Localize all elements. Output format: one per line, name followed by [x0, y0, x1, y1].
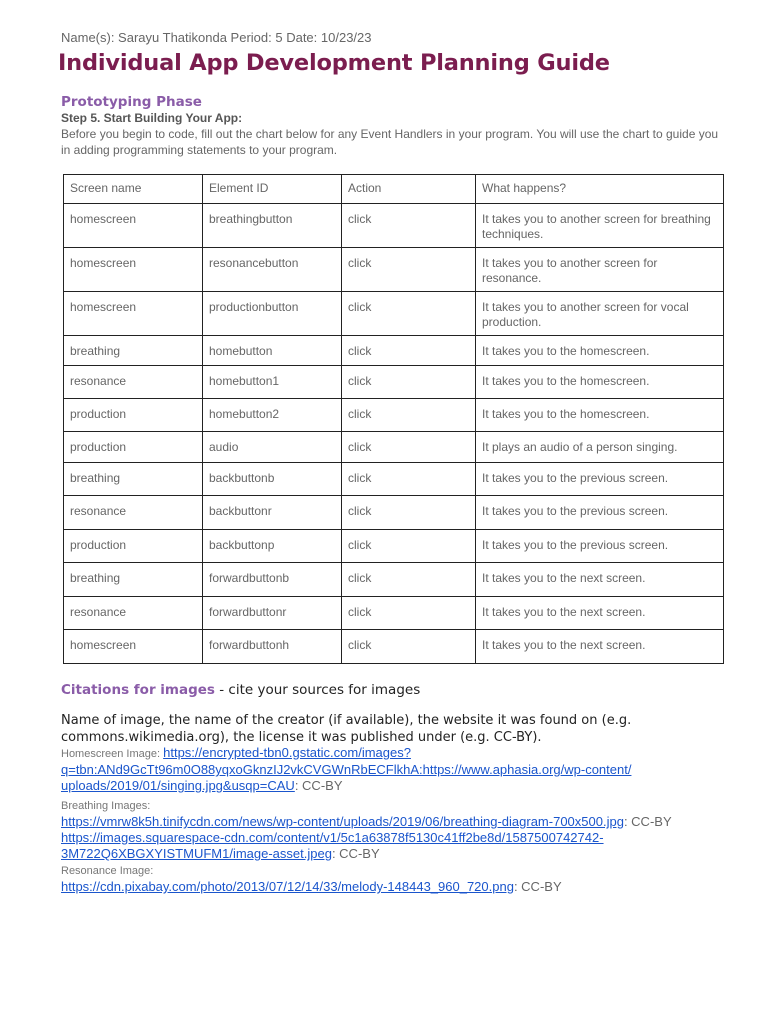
homescreen-link[interactable]: https://encrypted-tbn0.gstatic.com/images? q=tbn:ANd9GcTt96m0O88yqxoGknzIJ2vkCVGWnRbECFlkhA:https://www.aphasia.org/wp-content/ uploads/2019/01/singing.jpg&usqp=CAU: [61, 745, 632, 793]
intro-text: Before you begin to code, fill out the chart below for any Event Handlers in your program. You will use the chart to guide you in adding programming statements to your program.: [61, 127, 719, 157]
element-id-cell: forwardbuttonb: [203, 563, 342, 597]
element-id-cell: backbuttonr: [203, 496, 342, 530]
action-cell: click: [342, 336, 476, 366]
what-happens-cell: It takes you to the homescreen.: [476, 399, 724, 432]
resonance-citation: [61, 862, 725, 895]
table-row: [64, 597, 724, 630]
table-row: [64, 248, 724, 292]
what-happens-cell: It takes you to another screen for vocal production.: [476, 292, 724, 336]
header-cell: What happens?: [476, 175, 724, 204]
step-heading: Step 5. Start Building Your App:: [61, 111, 243, 125]
what-happens-cell: It takes you to the next screen.: [476, 630, 724, 664]
header-cell: Action: [342, 175, 476, 204]
what-happens-cell: It takes you to the next screen.: [476, 563, 724, 597]
breathing-citation: [61, 797, 725, 862]
screen-name-cell: resonance: [64, 366, 203, 399]
citations-heading-suffix: - cite your sources for images: [214, 682, 421, 698]
resonance-label: Resonance Image:: [61, 865, 154, 877]
what-happens-cell: It takes you to the homescreen.: [476, 336, 724, 366]
table-row: [64, 496, 724, 530]
action-cell: click: [342, 630, 476, 664]
citations-description: Name of image, the name of the creator (if available), the website it was found on (e.g. commons.wikimedia.org), the license it was published under (e.g. CC-BY).: [61, 713, 632, 745]
what-happens-cell: It takes you to another screen for breathing techniques.: [476, 204, 724, 248]
breathing-license-2: : CC-BY: [331, 846, 380, 861]
element-id-cell: resonancebutton: [203, 248, 342, 292]
breathing-link-1[interactable]: https://vmrw8k5h.tinifycdn.com/news/wp-content/uploads/2019/06/breathing-diagram-700x500.jpg: [61, 814, 624, 829]
element-id-cell: backbuttonp: [203, 530, 342, 563]
screen-name-cell: resonance: [64, 496, 203, 530]
screen-name-cell: homescreen: [64, 204, 203, 248]
table-row: [64, 630, 724, 664]
what-happens-cell: It takes you to the previous screen.: [476, 496, 724, 530]
action-cell: click: [342, 563, 476, 597]
what-happens-cell: It takes you to another screen for resonance.: [476, 248, 724, 292]
screen-name-cell: resonance: [64, 597, 203, 630]
resonance-license: : CC-BY: [513, 879, 562, 894]
element-id-cell: breathingbutton: [203, 204, 342, 248]
page-title: Individual App Development Planning Guide: [58, 50, 610, 76]
what-happens-cell: It takes you to the next screen.: [476, 597, 724, 630]
screen-name-cell: production: [64, 530, 203, 563]
element-id-cell: homebutton: [203, 336, 342, 366]
table-row: [64, 336, 724, 366]
element-id-cell: forwardbuttonh: [203, 630, 342, 664]
homescreen-license: : CC-BY: [294, 778, 343, 793]
table-row: [64, 366, 724, 399]
resonance-link[interactable]: https://cdn.pixabay.com/photo/2013/07/12/14/33/melody-148443_960_720.png: [61, 879, 514, 894]
action-cell: click: [342, 248, 476, 292]
breathing-label: Breathing Images:: [61, 800, 151, 812]
action-cell: click: [342, 292, 476, 336]
screen-name-cell: homescreen: [64, 292, 203, 336]
action-cell: click: [342, 463, 476, 496]
table-row: [64, 530, 724, 563]
screen-name-cell: breathing: [64, 336, 203, 366]
action-cell: click: [342, 204, 476, 248]
table-row: [64, 399, 724, 432]
action-cell: click: [342, 399, 476, 432]
what-happens-cell: It plays an audio of a person singing.: [476, 432, 724, 463]
action-cell: click: [342, 496, 476, 530]
screen-name-cell: homescreen: [64, 630, 203, 664]
citations-heading-label: Citations for images: [61, 682, 215, 698]
table-row: [64, 563, 724, 597]
table-row: [64, 204, 724, 248]
element-id-cell: homebutton2: [203, 399, 342, 432]
homescreen-citation: [61, 745, 725, 794]
screen-name-cell: production: [64, 432, 203, 463]
element-id-cell: backbuttonb: [203, 463, 342, 496]
screen-name-cell: breathing: [64, 563, 203, 597]
breathing-link-2[interactable]: https://images.squarespace-cdn.com/content/v1/5c1a63878f5130c41ff2be8d/1587500742742- 3M722Q6XBGXYISTMUFM1/image-asset.jpeg: [61, 830, 604, 861]
table-row: [64, 463, 724, 496]
element-id-cell: forwardbuttonr: [203, 597, 342, 630]
element-id-cell: productionbutton: [203, 292, 342, 336]
table-header-row: [64, 175, 724, 204]
table-row: [64, 432, 724, 463]
breathing-license-1: : CC-BY: [623, 814, 672, 829]
action-cell: click: [342, 366, 476, 399]
screen-name-cell: production: [64, 399, 203, 432]
homescreen-label: Homescreen Image:: [61, 748, 164, 760]
action-cell: click: [342, 530, 476, 563]
element-id-cell: homebutton1: [203, 366, 342, 399]
header-cell: Element ID: [203, 175, 342, 204]
header-cell: Screen name: [64, 175, 203, 204]
action-cell: click: [342, 597, 476, 630]
table-row: [64, 292, 724, 336]
what-happens-cell: It takes you to the homescreen.: [476, 366, 724, 399]
citations-heading: [61, 682, 420, 698]
what-happens-cell: It takes you to the previous screen.: [476, 530, 724, 563]
event-handler-table: [63, 174, 724, 664]
what-happens-cell: It takes you to the previous screen.: [476, 463, 724, 496]
name-period-date: Name(s): Sarayu Thatikonda Period: 5 Date: 10/23/23: [61, 30, 372, 45]
element-id-cell: audio: [203, 432, 342, 463]
screen-name-cell: homescreen: [64, 248, 203, 292]
phase-heading: Prototyping Phase: [61, 94, 202, 110]
screen-name-cell: breathing: [64, 463, 203, 496]
action-cell: click: [342, 432, 476, 463]
